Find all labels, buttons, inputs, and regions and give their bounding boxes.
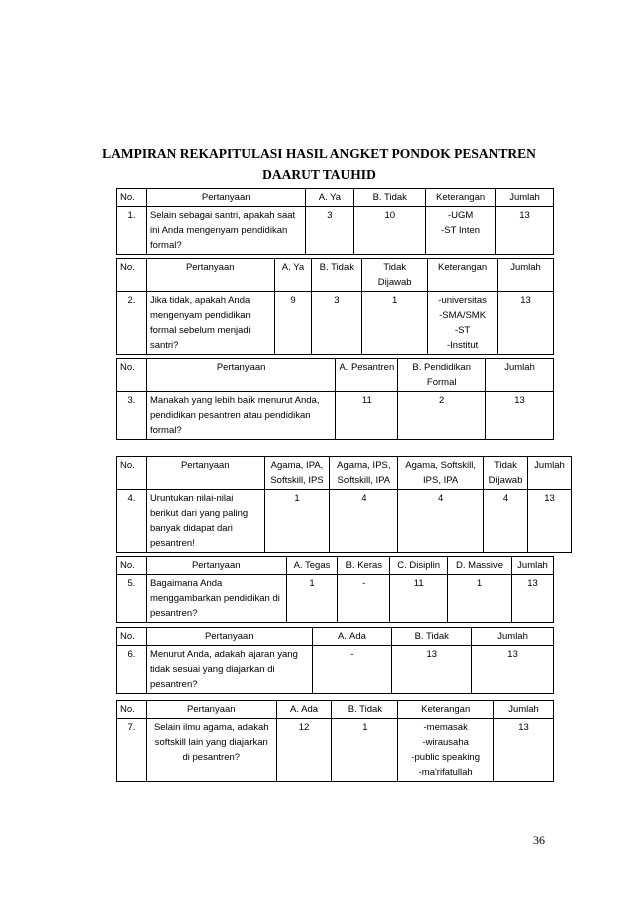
total-count: 13: [511, 575, 553, 623]
header-cell: D. Massive: [448, 557, 512, 575]
total-count: 13: [486, 392, 554, 440]
answer-count: 4: [330, 490, 398, 553]
table-row: [117, 292, 554, 355]
remarks-cell: -UGM -ST Inten: [426, 207, 496, 255]
header-cell: Tidak Dijawab: [484, 457, 528, 490]
row-number: 5.: [117, 575, 147, 623]
row-number: 4.: [117, 490, 147, 553]
header-cell: B. Tidak: [354, 189, 426, 207]
header-cell: Pertanyaan: [146, 628, 312, 646]
doc-title-line-1: LAMPIRAN REKAPITULASI HASIL ANGKET PONDOK PESANTREN: [102, 146, 536, 161]
header-cell: Jumlah: [511, 557, 553, 575]
header-cell: C. Disiplin: [390, 557, 448, 575]
row-number: 7.: [117, 719, 147, 782]
header-cell: No.: [117, 457, 147, 490]
total-count: 13: [527, 490, 571, 553]
answer-count: 4: [484, 490, 528, 553]
question-text: Menurut Anda, adakah ajaran yang tidak sesuai yang diajarkan di pesantren?: [146, 646, 312, 694]
answer-count: 13: [392, 646, 472, 694]
header-cell: A. Tegas: [286, 557, 338, 575]
answer-count: 1: [332, 719, 398, 782]
header-cell: Pertanyaan: [146, 701, 276, 719]
header-cell: Pertanyaan: [146, 189, 306, 207]
question-text: Selain ilmu agama, adakah softskill lain yang diajarkan di pesantren?: [146, 719, 276, 782]
total-count: 13: [496, 207, 554, 255]
table-header-row: [117, 189, 554, 207]
table-header-row: [117, 701, 554, 719]
question-text: Jika tidak, apakah Anda mengenyam pendidikan formal sebelum menjadi santri?: [146, 292, 274, 355]
total-count: 13: [472, 646, 554, 694]
header-cell: Jumlah: [494, 701, 554, 719]
table-row: [117, 392, 554, 440]
header-cell: Keterangan: [428, 259, 498, 292]
table-q7: [116, 700, 554, 782]
answer-count: 11: [390, 575, 448, 623]
row-number: 3.: [117, 392, 147, 440]
header-cell: A. Ada: [276, 701, 332, 719]
header-cell: A. Ya: [306, 189, 354, 207]
header-cell: Jumlah: [486, 359, 554, 392]
header-cell: No.: [117, 259, 147, 292]
answer-count: 1: [286, 575, 338, 623]
header-cell: No.: [117, 557, 147, 575]
header-cell: B. Pendidikan Formal: [398, 359, 486, 392]
answer-count: 1: [448, 575, 512, 623]
header-cell: No.: [117, 701, 147, 719]
answer-count: 1: [362, 292, 428, 355]
header-cell: No.: [117, 189, 147, 207]
remarks-cell: -universitas -SMA/SMK -ST -Institut: [428, 292, 498, 355]
answer-count: -: [338, 575, 390, 623]
header-cell: A. Ada: [312, 628, 392, 646]
table-q4: [116, 456, 572, 553]
answer-count: -: [312, 646, 392, 694]
header-cell: Jumlah: [496, 189, 554, 207]
total-count: 13: [498, 292, 554, 355]
question-text: Manakah yang lebih baik menurut Anda, pendidikan pesantren atau pendidikan formal?: [146, 392, 335, 440]
total-count: 13: [494, 719, 554, 782]
row-number: 2.: [117, 292, 147, 355]
answer-count: 4: [398, 490, 484, 553]
question-text: Uruntukan nilai-nilai berikut dari yang paling banyak didapat dari pesantren!: [146, 490, 264, 553]
answer-count: 2: [398, 392, 486, 440]
answer-count: 1: [264, 490, 330, 553]
header-cell: Agama, IPS, Softskill, IPA: [330, 457, 398, 490]
table-header-row: [117, 359, 554, 392]
table-header-row: [117, 557, 554, 575]
header-cell: B. Tidak: [332, 701, 398, 719]
answer-count: 3: [306, 207, 354, 255]
header-cell: No.: [117, 628, 147, 646]
header-cell: No.: [117, 359, 147, 392]
header-cell: Agama, IPA, Softskill, IPS: [264, 457, 330, 490]
table-row: [117, 646, 554, 694]
table-row: [117, 207, 554, 255]
question-text: Bagaimana Anda menggambarkan pendidikan di pesantren?: [146, 575, 286, 623]
header-cell: B. Keras: [338, 557, 390, 575]
answer-count: 9: [274, 292, 312, 355]
answer-count: 12: [276, 719, 332, 782]
header-cell: Pertanyaan: [146, 259, 274, 292]
table-header-row: [117, 628, 554, 646]
header-cell: Pertanyaan: [146, 359, 335, 392]
header-cell: Jumlah: [472, 628, 554, 646]
table-header-row: [117, 259, 554, 292]
header-cell: Pertanyaan: [146, 457, 264, 490]
table-q1: [116, 188, 554, 255]
page-number: 36: [533, 833, 545, 847]
header-cell: Keterangan: [398, 701, 494, 719]
header-cell: Jumlah: [498, 259, 554, 292]
table-row: [117, 490, 572, 553]
remarks-cell: -memasak -wirausaha -public speaking -ma'rifatullah: [398, 719, 494, 782]
table-header-row: [117, 457, 572, 490]
table-q3: [116, 358, 554, 440]
question-text: Selain sebagai santri, apakah saat ini Anda mengenyam pendidikan formal?: [146, 207, 306, 255]
table-q6: [116, 627, 554, 694]
header-cell: Pertanyaan: [146, 557, 286, 575]
table-row: [117, 719, 554, 782]
header-cell: A. Ya: [274, 259, 312, 292]
header-cell: Agama, Softskill, IPS, IPA: [398, 457, 484, 490]
table-q5: [116, 556, 554, 623]
row-number: 6.: [117, 646, 147, 694]
header-cell: B. Tidak: [392, 628, 472, 646]
header-cell: Keterangan: [426, 189, 496, 207]
header-cell: A. Pesantren: [336, 359, 398, 392]
answer-count: 11: [336, 392, 398, 440]
answer-count: 3: [312, 292, 362, 355]
row-number: 1.: [117, 207, 147, 255]
table-q2: [116, 258, 554, 355]
header-cell: B. Tidak: [312, 259, 362, 292]
header-cell: Jumlah: [527, 457, 571, 490]
table-row: [117, 575, 554, 623]
answer-count: 10: [354, 207, 426, 255]
doc-title-line-2: DAARUT TAUHID: [262, 167, 376, 182]
header-cell: Tidak Dijawab: [362, 259, 428, 292]
